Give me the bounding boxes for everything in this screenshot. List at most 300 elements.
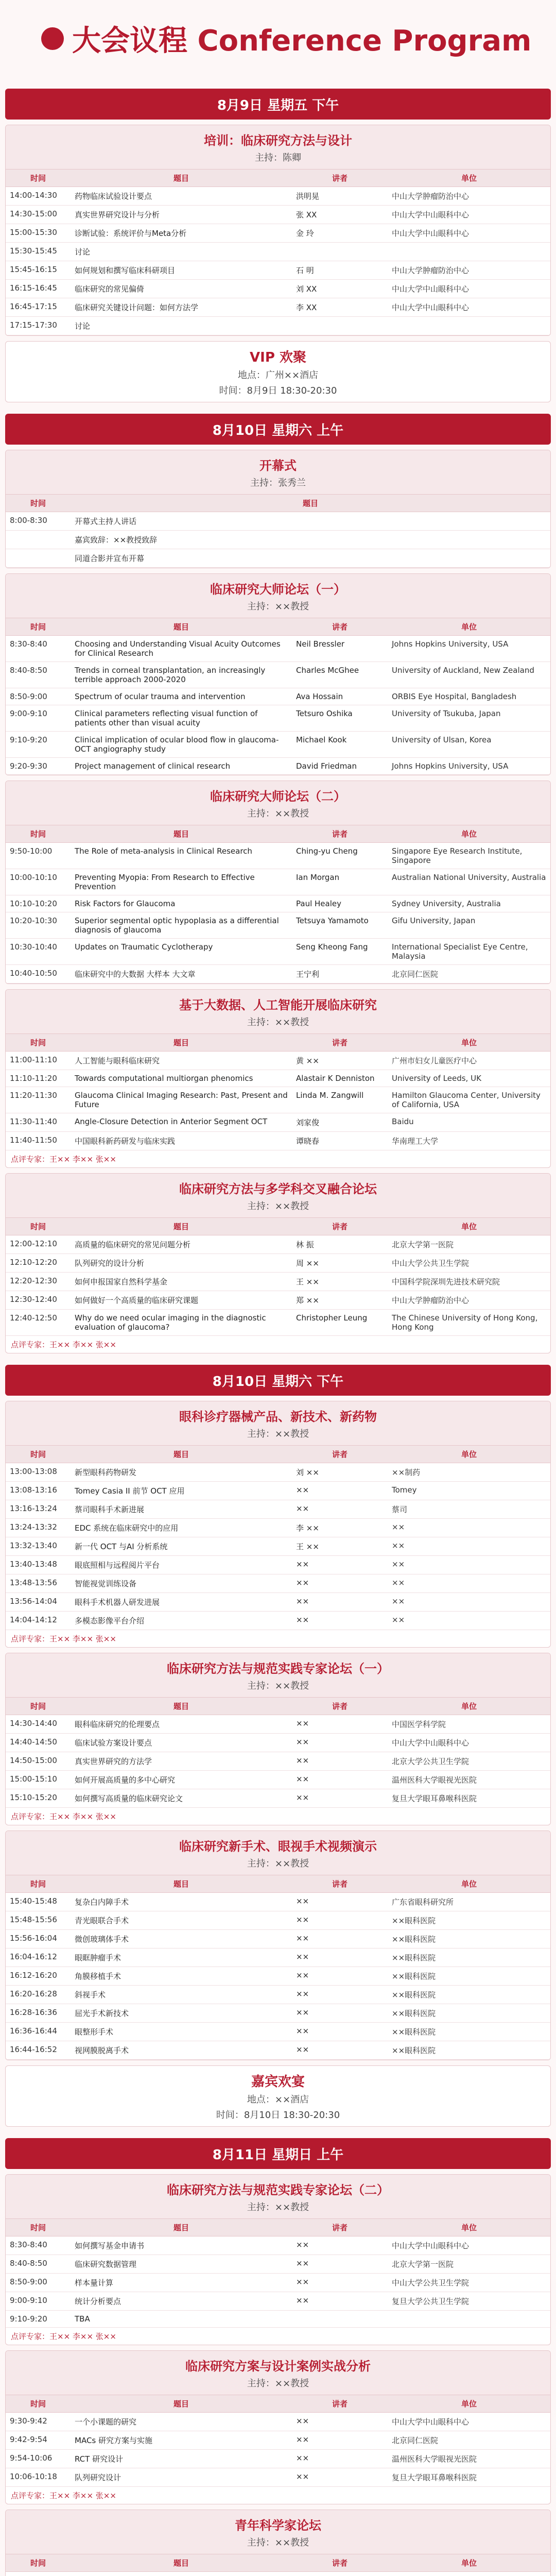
row-topic: 如何规划和撰写临床科研项目 [71,261,292,280]
dinner-time: 时间：8月10日 18:30-20:30 [216,2110,340,2121]
row-unit: ××眼科医院 [388,1911,550,1930]
row-time: 9:30-9:42 [6,2413,71,2431]
row-topic: Choosing and Understanding Visual Acuity Outcomes for Clinical Research [71,636,292,662]
row-time: 10:30-10:40 [6,939,71,965]
vip-time: 时间：8月9日 18:30-20:30 [219,385,337,396]
row-unit: ××眼科医院 [388,2023,550,2041]
row-time: 9:00-9:10 [6,2292,71,2311]
row-unit: 中山大学肿瘤防治中心 [388,1291,550,1310]
row-time: 14:40-14:50 [6,1734,71,1752]
row-speaker: 王 ×× [292,1537,388,1556]
row-unit: ×× [388,1574,550,1593]
row-unit: Baidu [388,1113,550,1132]
row-unit: ORBIS Eye Hospital, Bangladesh [388,688,550,705]
row-speaker: Alastair K Denniston [292,1070,388,1087]
table-row [6,1052,550,1070]
row-speaker: ×× [292,2431,388,2450]
dinner-block [5,2065,551,2127]
row-unit: 广州市妇女儿童医疗中心 [388,1052,550,1070]
row-time: 8:50-9:00 [6,2274,71,2292]
col-speaker: 讲者 [292,2219,388,2236]
table-row [6,1574,550,1593]
row-time: 15:48-15:56 [6,1911,71,1930]
row-topic: RCT 研究设计 [71,2450,292,2468]
table-row [6,1254,550,1273]
row-topic: 高质量的临床研究的常见问题分析 [71,1235,292,1254]
row-topic: 中国眼科新药研发与临床实践 [71,1132,292,1150]
section-head [6,781,550,825]
row-time: 9:50-10:00 [6,843,71,869]
schedule-table [6,495,550,568]
section-chair: 主持：陈卿 [255,152,301,163]
row-time: 9:54-10:06 [6,2450,71,2468]
col-topic: 题目 [71,1034,292,1052]
table-row [6,2023,550,2041]
table-row [6,1291,550,1310]
table-row [6,261,550,280]
row-topic: 统计分析要点 [71,2292,292,2311]
section-head [6,2351,550,2395]
table-row [6,243,550,261]
row-time: 16:45-17:15 [6,298,71,317]
section-head [6,1831,550,1875]
row-topic: Towards computational multiorgan phenomics [71,1070,292,1087]
row-time: 15:30-15:45 [6,243,71,261]
row-time: 13:24-13:32 [6,1519,71,1537]
row-speaker: 刘 ×× [292,1463,388,1482]
row-speaker: 李 ×× [292,1519,388,1537]
section-chair: 主持：××教授 [247,1201,309,1212]
row-topic: Why do we need ocular imaging in the diagnostic evaluation of glaucoma? [71,1310,292,1336]
row-topic [71,2572,292,2576]
row-unit: 中山大学中山眼科中心 [388,298,550,317]
row-time: 10:10-10:20 [6,895,71,912]
row-unit: ××眼科医院 [388,1986,550,2004]
row-speaker: ×× [292,1734,388,1752]
row-speaker: ×× [292,1612,388,1630]
row-topic: 如何做好一个高质量的临床研究课题 [71,1291,292,1310]
row-topic: 讨论 [71,243,292,261]
row-time: 14:04-14:12 [6,1612,71,1630]
col-time: 时间 [6,2219,71,2236]
table-row [6,758,550,775]
section-forum-1 [5,573,551,775]
table-row [6,1087,550,1113]
row-unit: 中国医学科学院 [388,1715,550,1734]
row-topic: 样本量计算 [71,2274,292,2292]
row-unit: ×× [388,1593,550,1612]
row-time: 12:30-12:40 [6,1291,71,1310]
row-time: 13:08-13:16 [6,1482,71,1500]
row-topic: 临床研究的常见偏倚 [71,280,292,298]
table-row [6,1132,550,1150]
table-row [6,1967,550,1986]
table-row [6,732,550,758]
row-speaker: Charles McGhee [292,662,388,688]
row-unit: International Specialist Eye Centre, Malaysia [388,939,550,965]
table-row [6,1273,550,1291]
col-unit: 单位 [388,1034,550,1052]
row-speaker: Michael Kook [292,732,388,758]
row-time: 13:40-13:48 [6,1556,71,1574]
row-topic: Spectrum of ocular trauma and intervention [71,688,292,705]
row-unit: 北京大学第一医院 [388,1235,550,1254]
row-topic: 真实世界研究设计与分析 [71,206,292,224]
table-row [6,187,550,206]
row-unit: 中山大学中山眼科中心 [388,280,550,298]
row-topic: 开幕式主持人讲话 [71,512,550,531]
schedule-table [6,618,550,775]
row-unit: Johns Hopkins University, USA [388,636,550,662]
section-device [5,1401,551,1648]
row-unit: 广东省眼科研究所 [388,1893,550,1911]
col-speaker: 讲者 [292,2395,388,2413]
row-topic: 青光眼联合手术 [71,1911,292,1930]
row-speaker: Ava Hossain [292,688,388,705]
section-title: 临床研究方案与设计案例实战分析 [185,2359,371,2374]
row-time: 8:30-8:40 [6,2236,71,2255]
col-topic: 题目 [71,825,292,843]
section-chair: 主持：××教授 [247,2378,309,2389]
table-row [6,1612,550,1630]
row-unit: 复旦大学眼耳鼻喉科医院 [388,1789,550,1808]
col-speaker: 讲者 [292,1875,388,1893]
table-row [6,1593,550,1612]
row-speaker: ×× [292,1789,388,1808]
vip-block [5,341,551,402]
col-speaker: 讲者 [292,1034,388,1052]
section-chair: 主持：××教授 [247,2202,309,2213]
col-time: 时间 [6,1034,71,1052]
day-title: 8月10日 星期六 下午 [5,1365,551,1396]
section-method-1 [5,1653,551,1825]
row-time: 8:40-8:50 [6,2255,71,2274]
row-unit: Sydney University, Australia [388,895,550,912]
section-title: 临床研究新手术、眼视手术视频演示 [179,1839,377,1854]
row-unit: University of Leeds, UK [388,1070,550,1087]
row-time: 12:10-12:20 [6,1254,71,1273]
row-time: 16:28-16:36 [6,2004,71,2023]
col-topic: 题目 [71,2219,292,2236]
table-row [6,688,550,705]
row-topic: Updates on Traumatic Cyclotherapy [71,939,292,965]
row-speaker: ×× [292,1574,388,1593]
row-unit: 中山大学公共卫生学院 [388,2274,550,2292]
section-title: 眼科诊疗器械产品、新技术、新药物 [179,1410,377,1424]
section-chair: 主持：××教授 [247,1017,309,1028]
schedule-table [6,1218,550,1336]
row-topic: MACs 研究方案与实施 [71,2431,292,2450]
table-row [6,1752,550,1771]
row-topic: 临床研究关键设计问题：如何方法学 [71,298,292,317]
section-head [6,1653,550,1698]
header-icon [41,27,64,50]
row-time: 11:30-11:40 [6,1113,71,1132]
row-topic: 斜视手术 [71,1986,292,2004]
day-2-am [5,414,551,445]
row-unit: 蔡司 [388,1500,550,1519]
row-topic: 如何开展高质量的多中心研究 [71,1771,292,1789]
row-unit: 北京大学公共卫生学院 [388,1752,550,1771]
row-time: 14:30-15:00 [6,206,71,224]
row-speaker: David Friedman [292,758,388,775]
section-chair: 主持：××教授 [247,2537,309,2548]
row-unit: ××眼科医院 [388,2004,550,2023]
row-time [6,531,71,549]
schedule-table [6,825,550,984]
row-speaker [292,243,388,261]
reviewers-note: 点评专家：王×× 李×× 张×× [11,1155,116,1164]
row-topic: Glaucoma Clinical Imaging Research: Past, Present and Future [71,1087,292,1113]
row-topic: Project management of clinical research [71,758,292,775]
dinner-place: 地点：××酒店 [247,2094,309,2105]
table-row [6,1519,550,1537]
col-speaker: 讲者 [292,170,388,187]
row-speaker: ×× [292,1752,388,1771]
table-row [6,298,550,317]
row-speaker: ×× [292,2292,388,2311]
row-speaker: ×× [292,2041,388,2060]
row-speaker: 王 ×× [292,1273,388,1291]
row-unit [388,317,550,335]
row-time: 13:56-14:04 [6,1593,71,1612]
col-time: 时间 [6,618,71,636]
col-time: 时间 [6,1446,71,1463]
table-row [6,636,550,662]
col-topic: 题目 [71,495,550,512]
table-row [6,512,550,531]
row-speaker: Neil Bressler [292,636,388,662]
table-row [6,2468,550,2487]
section-head [6,990,550,1034]
section-title: 临床研究大师论坛（一） [210,582,346,597]
row-topic: 新一代 OCT 与AI 分析系统 [71,1537,292,1556]
section-chair: 主持：××教授 [247,601,309,612]
row-topic: 新型眼科药物研发 [71,1463,292,1482]
table-row [6,224,550,243]
col-speaker: 讲者 [292,825,388,843]
row-speaker: 张 XX [292,206,388,224]
row-unit: ××眼科医院 [388,2041,550,2060]
row-unit: 复旦大学眼耳鼻喉科医院 [388,2468,550,2487]
schedule-table [6,170,550,335]
table-row [6,1310,550,1336]
reviewers-note: 点评专家：王×× 李×× 张×× [11,2491,116,2500]
row-unit: 北京同仁医院 [388,2431,550,2450]
row-unit: ××眼科医院 [388,1948,550,1967]
row-time: 13:00-13:08 [6,1463,71,1482]
row-time: 12:00-12:10 [6,1235,71,1254]
row-unit: ××制药 [388,1463,550,1482]
row-speaker: ×× [292,1593,388,1612]
row-unit: ×× [388,1519,550,1537]
table-row [6,280,550,298]
row-speaker [292,2311,388,2328]
row-topic: 临床试验方案设计要点 [71,1734,292,1752]
row-unit: Gifu University, Japan [388,912,550,939]
row-time: 15:56-16:04 [6,1930,71,1948]
section-chair: 主持：××教授 [247,1681,309,1691]
row-topic: 复杂白内障手术 [71,1893,292,1911]
schedule-table [6,2219,550,2328]
section-ai [5,989,551,1168]
row-speaker: ×× [292,2274,388,2292]
row-time [6,2572,71,2576]
row-topic: Clinical parameters reflecting visual function of patients other than visual acuity [71,705,292,732]
row-topic: 如何申报国家自然科学基金 [71,1273,292,1291]
col-speaker: 讲者 [292,1698,388,1715]
col-unit: 单位 [388,1875,550,1893]
row-time: 15:00-15:30 [6,224,71,243]
row-time: 9:10-9:20 [6,732,71,758]
row-unit: 中山大学中山眼科中心 [388,206,550,224]
row-speaker: Christopher Leung [292,1310,388,1336]
col-time: 时间 [6,495,71,512]
col-topic: 题目 [71,2554,292,2572]
row-unit: 中山大学中山眼科中心 [388,2413,550,2431]
row-speaker: ×× [292,2450,388,2468]
section-head [6,450,550,495]
row-topic: Tomey Casia II 前节 OCT 应用 [71,1482,292,1500]
col-topic: 题目 [71,1875,292,1893]
col-time: 时间 [6,2554,71,2572]
col-unit: 单位 [388,1218,550,1235]
day-title: 8月11日 星期日 上午 [5,2138,551,2169]
row-topic: 微创玻璃体手术 [71,1930,292,1948]
row-topic: The Role of meta-analysis in Clinical Research [71,843,292,869]
row-time: 9:20-9:30 [6,758,71,775]
row-speaker: ×× [292,1482,388,1500]
day-2-pm [5,1365,551,1396]
row-topic: 临床研究中的大数据 大样本 大文章 [71,965,292,984]
row-speaker: 谭晓春 [292,1132,388,1150]
table-row [6,1930,550,1948]
section-training [5,125,551,336]
row-time: 12:20-12:30 [6,1273,71,1291]
row-time: 16:04-16:12 [6,1948,71,1967]
col-unit: 单位 [388,2395,550,2413]
reviewers-note: 点评专家：王×× 李×× 张×× [11,1340,116,1349]
row-topic: EDC 系统在临床研究中的应用 [71,1519,292,1537]
section-head [6,574,550,618]
row-speaker: Tetsuya Yamamoto [292,912,388,939]
row-topic: Preventing Myopia: From Research to Effective Prevention [71,869,292,895]
reviewers-note: 点评专家：王×× 李×× 张×× [11,1634,116,1643]
row-speaker: ×× [292,2413,388,2431]
row-topic: 同道合影并宣布开幕 [71,549,550,568]
row-time: 8:00-8:30 [6,512,71,531]
row-speaker: ×× [292,1715,388,1734]
col-time: 时间 [6,170,71,187]
table-row [6,531,550,549]
row-speaker: 黄 ×× [292,1052,388,1070]
row-time: 8:40-8:50 [6,662,71,688]
col-unit: 单位 [388,2219,550,2236]
row-time: 9:10-9:20 [6,2311,71,2328]
section-title: 开幕式 [259,459,297,473]
col-unit: 单位 [388,1446,550,1463]
row-unit: 北京同仁医院 [388,965,550,984]
row-unit [388,2572,550,2576]
row-time: 11:10-11:20 [6,1070,71,1087]
row-unit: 温州医科大学眼视光医院 [388,1771,550,1789]
row-speaker: 林 振 [292,1235,388,1254]
day-1 [5,89,551,120]
row-time: 16:12-16:20 [6,1967,71,1986]
row-time [6,549,71,568]
row-speaker: Ching-yu Cheng [292,843,388,869]
table-row [6,1948,550,1967]
row-speaker: ×× [292,1911,388,1930]
col-time: 时间 [6,2395,71,2413]
row-topic: 眼科临床研究的伦理要点 [71,1715,292,1734]
row-speaker: Seng Kheong Fang [292,939,388,965]
row-speaker: ×× [292,2023,388,2041]
section-title: 基于大数据、人工智能开展临床研究 [179,998,377,1012]
section-multidisciplinary [5,1173,551,1353]
col-topic: 题目 [71,2395,292,2413]
table-row [6,2431,550,2450]
row-unit: Hamilton Glaucoma Center, University of California, USA [388,1087,550,1113]
col-speaker: 讲者 [292,2554,388,2572]
reviewers-note: 点评专家：王×× 李×× 张×× [11,1812,116,1821]
col-time: 时间 [6,1698,71,1715]
row-time: 8:30-8:40 [6,636,71,662]
col-unit: 单位 [388,825,550,843]
col-speaker: 讲者 [292,1218,388,1235]
vip-title: VIP 欢聚 [250,350,306,365]
row-time: 11:20-11:30 [6,1087,71,1113]
row-topic: Risk Factors for Glaucoma [71,895,292,912]
row-unit: ××眼科医院 [388,1930,550,1948]
row-topic: Clinical implication of ocular blood flow in glaucoma-OCT angiography study [71,732,292,758]
row-time: 16:44-16:52 [6,2041,71,2060]
row-time: 15:00-15:10 [6,1771,71,1789]
schedule-table [6,1034,550,1150]
row-time: 8:50-9:00 [6,688,71,705]
section-youth [5,2510,551,2576]
row-time: 12:40-12:50 [6,1310,71,1336]
table-row [6,705,550,732]
row-topic: 临床研究数据管理 [71,2255,292,2274]
row-time: 14:50-15:00 [6,1752,71,1771]
schedule-table [6,1875,550,2060]
col-unit: 单位 [388,170,550,187]
row-unit: University of Tsukuba, Japan [388,705,550,732]
row-time: 14:00-14:30 [6,187,71,206]
row-topic: 诊断试验：系统评价与Meta分析 [71,224,292,243]
row-speaker: 王宁利 [292,965,388,984]
page-title: 大会议程 Conference Program [72,24,532,58]
row-speaker: 刘家俊 [292,1113,388,1132]
row-speaker: Tetsuro Oshika [292,705,388,732]
row-unit: ××眼科医院 [388,1967,550,1986]
row-time: 13:48-13:56 [6,1574,71,1593]
table-row [6,2255,550,2274]
table-row [6,869,550,895]
col-topic: 题目 [71,1218,292,1235]
row-speaker: ×× [292,1930,388,1948]
table-row [6,1113,550,1132]
row-topic: 多模态影像平台介绍 [71,1612,292,1630]
table-row [6,206,550,224]
day-title: 8月9日 星期五 下午 [5,89,551,120]
col-time: 时间 [6,1218,71,1235]
col-topic: 题目 [71,618,292,636]
col-unit: 单位 [388,618,550,636]
row-topic: 智能视觉训练设备 [71,1574,292,1593]
row-time: 15:40-15:48 [6,1893,71,1911]
